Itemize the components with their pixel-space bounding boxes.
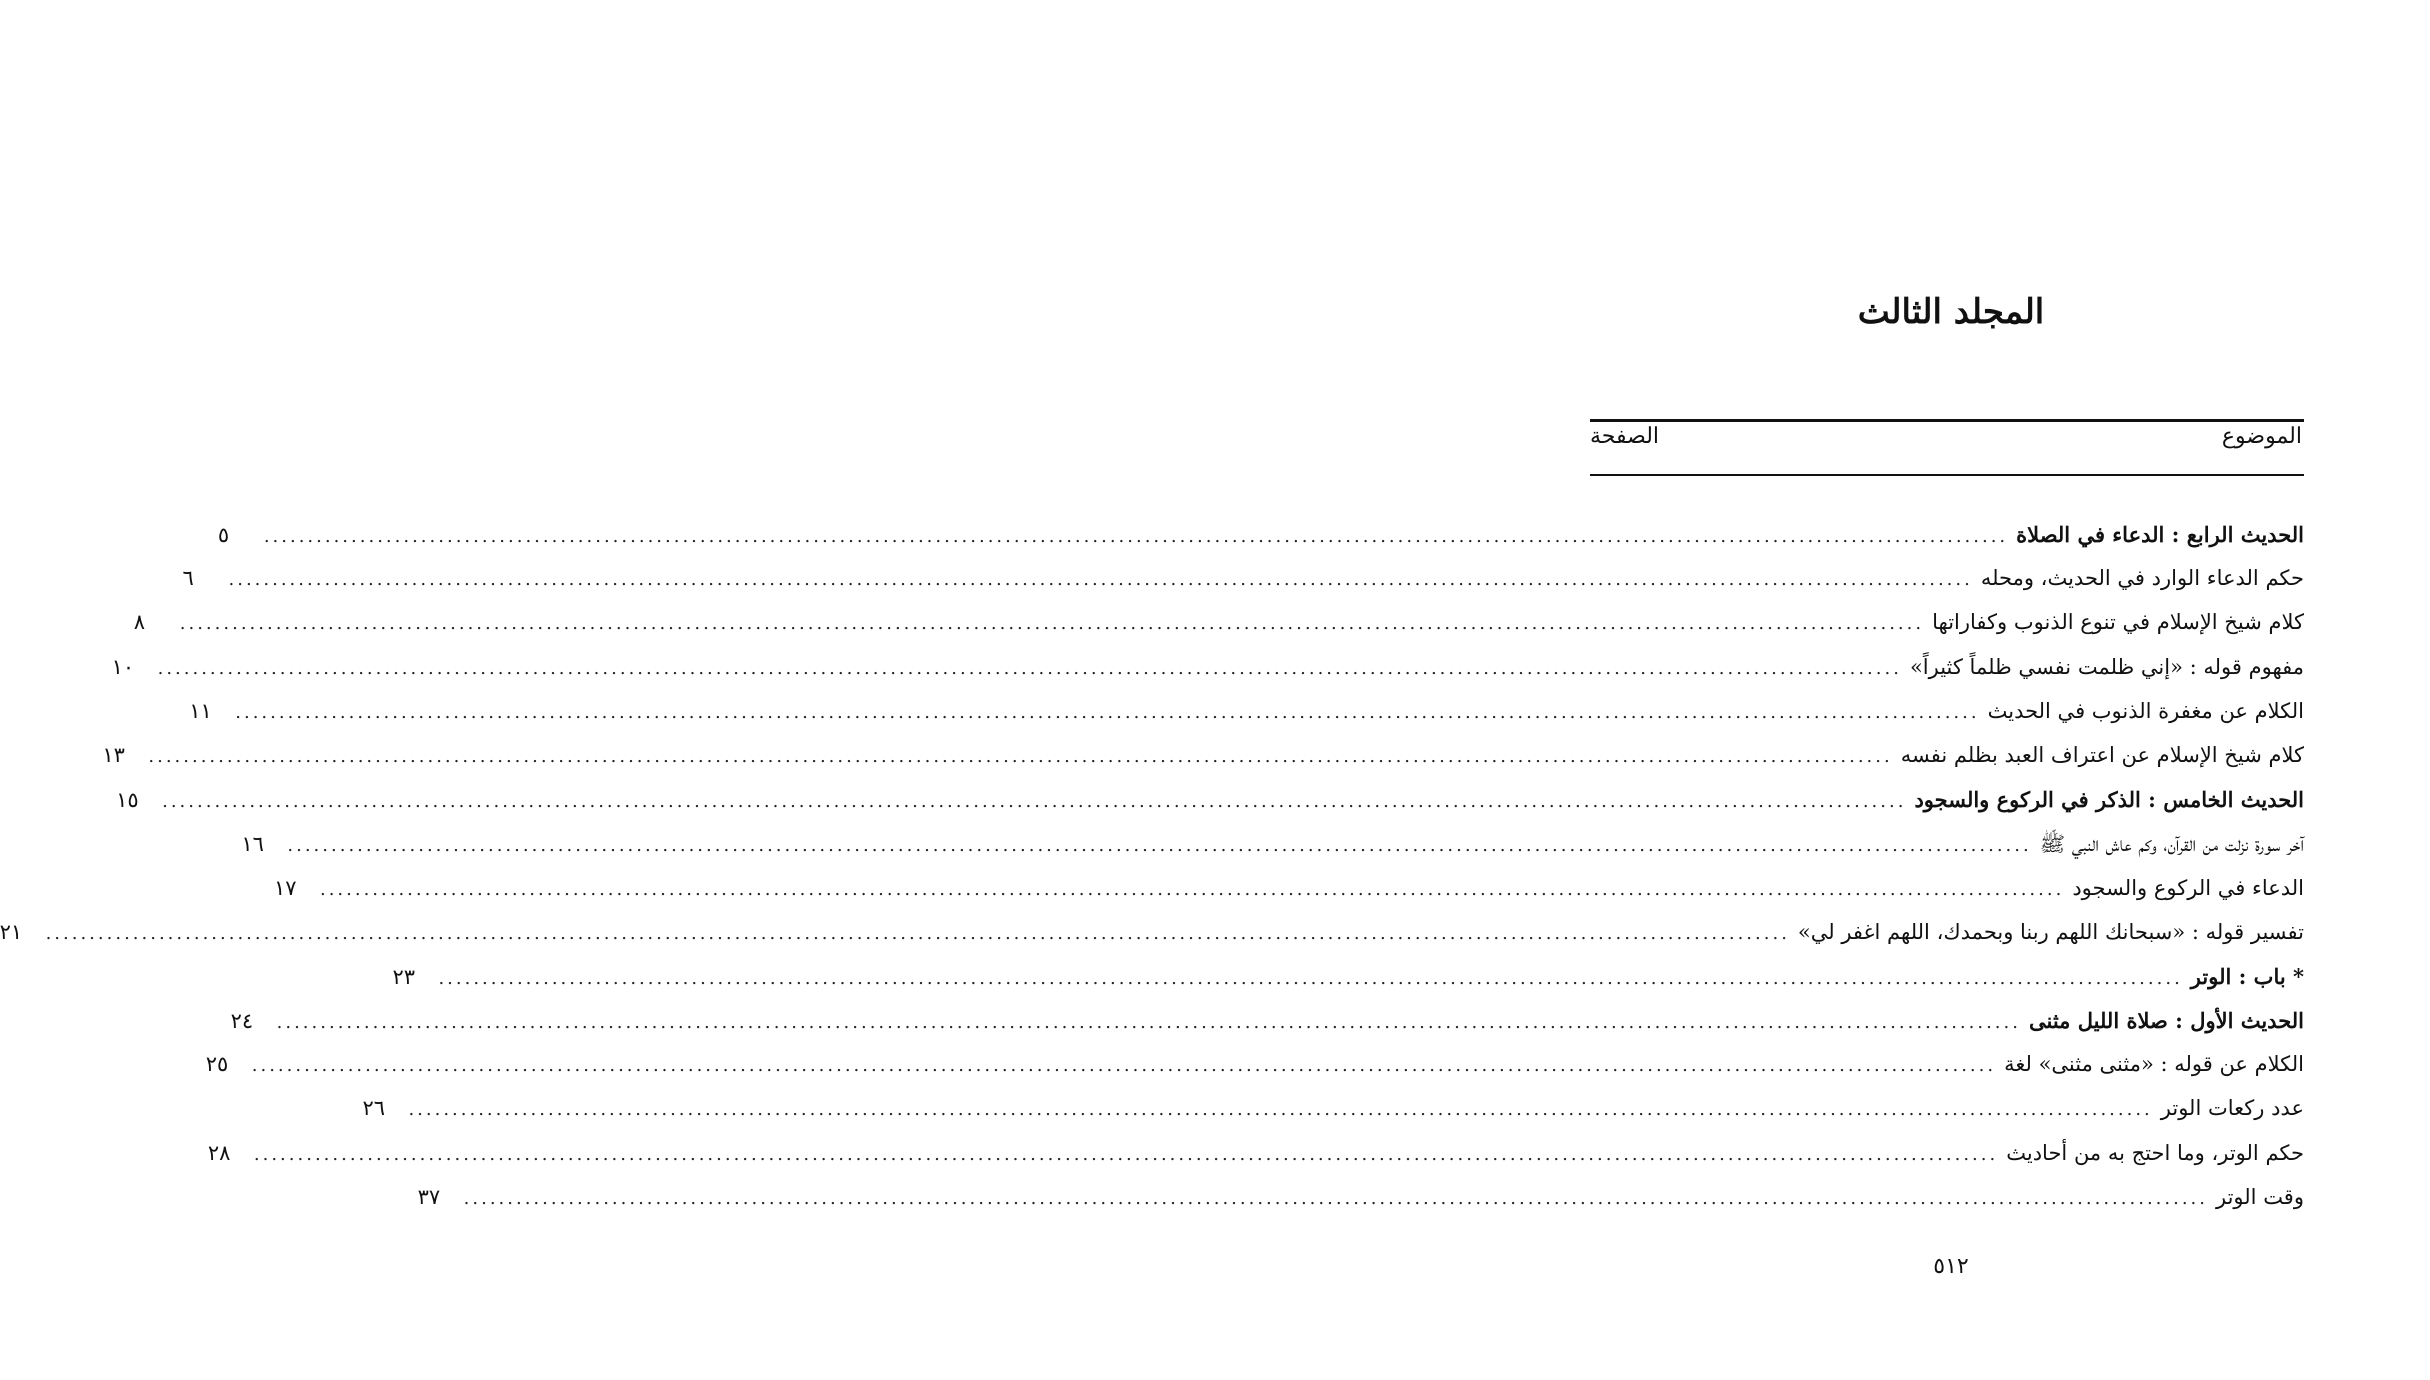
toc-entry-page: ٢٤ (230, 1009, 254, 1034)
toc-entry (362, 1096, 2304, 1140)
toc-entry-title: الكلام عن مغفرة الذنوب في الحديث (1987, 698, 2304, 723)
toc-entry (217, 522, 2304, 566)
toc-entry-page: ١٥ (116, 788, 139, 813)
toc-leader-dots: ........................................................................................................................................................................................................ (179, 613, 1925, 635)
toc-entry (102, 742, 2304, 787)
toc-entry (182, 566, 2304, 610)
topic-column-header: الموضوع (2221, 424, 2302, 449)
toc-entry (273, 875, 2304, 920)
toc-entry-title: تفسير قوله : «سبحانك اللهم ربنا وبحمدك، اللهم اغفر لي» (1797, 919, 2304, 944)
toc-entry-page: ٢٣ (392, 964, 416, 989)
toc-entry-title: كلام شيخ الإسلام عن اعتراف العبد بظلم نفسه (1900, 742, 2304, 767)
toc-entry-title: مفهوم قوله : «إني ظلمت نفسي ظلماً كثيراً» (1909, 654, 2304, 679)
toc-entry (392, 963, 2304, 1008)
toc-leader-dots: ........................................................................................................................................................................................................ (228, 569, 1973, 591)
header-top-rule (1590, 419, 2304, 422)
page-number: ٥١٢ (1933, 1254, 1969, 1279)
toc-entry-page: ١٧ (273, 875, 297, 900)
toc-entry-page: ١٣ (102, 742, 125, 767)
toc-leader-dots: ........................................................................................................................................................................................................ (251, 1055, 1997, 1077)
toc-leader-dots: ........................................................................................................................................................................................................ (438, 967, 2183, 989)
toc-leader-dots: ........................................................................................................................................................................................................ (253, 1143, 1999, 1165)
toc-entry (417, 1184, 2304, 1229)
toc-entry-title: وقت الوتر (2216, 1184, 2304, 1209)
toc-entry-title: الحديث الأول : صلاة الليل مثنى (2028, 1008, 2304, 1034)
toc-leader-dots: ........................................................................................................................................................................................................ (408, 1099, 2153, 1121)
toc-leader-dots: ........................................................................................................................................................................................................ (263, 526, 2009, 547)
toc-entry-page: ٢٦ (362, 1096, 385, 1121)
toc-entry-page: ١٠ (111, 654, 135, 679)
toc-leader-dots: ........................................................................................................................................................................................................ (463, 1187, 2208, 1209)
toc-entry-page: ٢١ (0, 919, 23, 944)
table-of-contents (0, 522, 2304, 1229)
toc-entry-page: ٣٧ (417, 1184, 441, 1209)
header-bottom-rule (1590, 474, 2304, 476)
volume-title: المجلد الثالث (1857, 292, 2045, 332)
toc-entry (0, 919, 2304, 964)
toc-entry (189, 698, 2304, 743)
toc-entry-page: ١٦ (241, 832, 264, 857)
toc-entry-page: ٦ (182, 566, 194, 591)
toc-entry-title: حكم الدعاء الوارد في الحديث، ومحله (1980, 566, 2304, 591)
toc-leader-dots: ........................................................................................................................................................................................................ (162, 791, 1907, 813)
toc-entry-title: عدد ركعات الوتر (2160, 1096, 2304, 1121)
toc-entry-title: * باب : الوتر (2190, 963, 2304, 989)
toc-entry (230, 1008, 2304, 1052)
toc-leader-dots: ........................................................................................................................................................................................................ (287, 835, 2032, 857)
toc-entry (207, 1140, 2304, 1185)
toc-leader-dots: ........................................................................................................................................................................................................ (235, 701, 1980, 723)
toc-entry-page: ٥ (217, 523, 230, 547)
toc-entry-title: الحديث الرابع : الدعاء في الصلاة (2016, 522, 2304, 547)
toc-entry (205, 1052, 2304, 1096)
toc-entry-page: ٢٨ (207, 1140, 231, 1165)
toc-leader-dots: ........................................................................................................................................................................................................ (148, 745, 1893, 767)
toc-leader-dots: ........................................................................................................................................................................................................ (319, 878, 2065, 900)
toc-entry-page: ٢٥ (205, 1052, 229, 1077)
toc-entry (241, 831, 2304, 875)
toc-entry-title: الدعاء في الركوع والسجود (2072, 875, 2304, 900)
toc-entry-title: آخر سورة نزلت من القرآن، وكم عاش النبي ﷺ (2039, 832, 2304, 857)
toc-entry-title: الكلام عن قوله : «مثنى مثنى» لغة (2004, 1052, 2304, 1077)
toc-leader-dots: ........................................................................................................................................................................................................ (276, 1012, 2021, 1034)
toc-leader-dots: ........................................................................................................................................................................................................ (157, 657, 1902, 679)
toc-entry-page: ١١ (189, 698, 212, 723)
toc-entry-page: ٨ (133, 610, 146, 635)
toc-entry (116, 787, 2304, 831)
page-column-header: الصفحة (1590, 424, 1660, 449)
toc-entry (133, 610, 2304, 654)
toc-entry-title: كلام شيخ الإسلام في تنوع الذنوب وكفاراتها (1932, 610, 2304, 635)
toc-entry-title: الحديث الخامس : الذكر في الركوع والسجود (1914, 787, 2304, 813)
toc-entry (111, 654, 2304, 699)
toc-entry-title: حكم الوتر، وما احتج به من أحاديث (2006, 1140, 2304, 1165)
toc-leader-dots: ........................................................................................................................................................................................................ (45, 922, 1790, 944)
